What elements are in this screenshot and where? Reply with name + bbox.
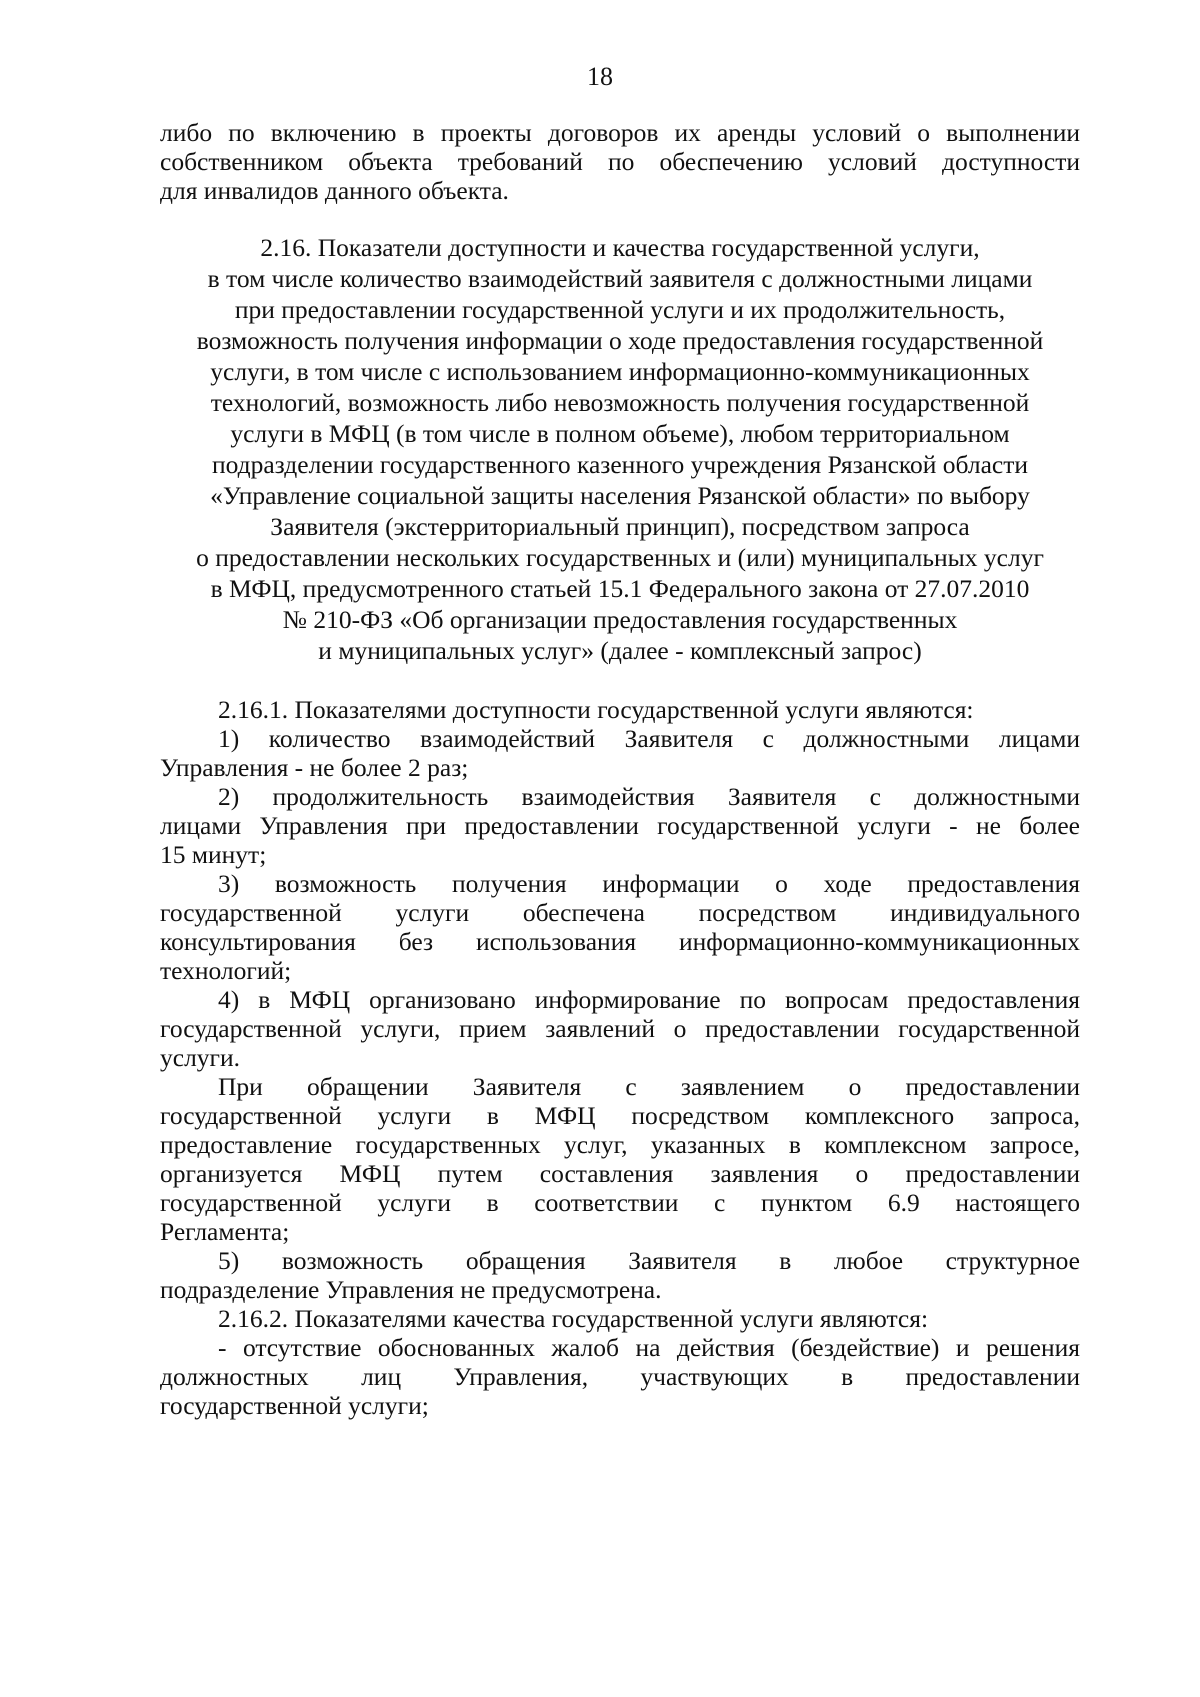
section-heading-line: № 210-ФЗ «Об организации предоставления государственных (282, 605, 958, 634)
text-line: предоставление государственных услуг, указанных в комплексном запросе, (160, 1130, 1080, 1159)
text-line: для инвалидов данного объекта. (160, 176, 509, 205)
text-line: 3) возможность получения информации о ходе предоставления (218, 869, 1080, 898)
subsection-heading: 2.16.2. Показателями качества государственной услуги являются: (218, 1304, 929, 1333)
text-line: 5) возможность обращения Заявителя в любое структурное (218, 1246, 1080, 1275)
text-line: технологий; (160, 956, 292, 985)
text-line: государственной услуги обеспечена посредством индивидуального (160, 898, 1080, 927)
text-line: организуется МФЦ путем составления заявления о предоставлении (160, 1159, 1080, 1188)
section-heading-line: услуги в МФЦ (в том числе в полном объеме), любом территориальном (230, 419, 1010, 448)
text-line: подразделение Управления не предусмотрена. (160, 1275, 662, 1304)
text-line: Управления - не более 2 раз; (160, 753, 469, 782)
text-line: государственной услуги, прием заявлений о предоставлении государственной (160, 1014, 1080, 1043)
section-heading-line: услуги, в том числе с использованием информационно-коммуникационных (210, 357, 1030, 386)
section-heading-line: в том числе количество взаимодействий заявителя с должностными лицами (207, 264, 1033, 293)
section-heading-line: о предоставлении нескольких государственных и (или) муниципальных услуг (196, 543, 1044, 572)
text-line: 15 минут; (160, 840, 267, 869)
text-line: должностных лиц Управления, участвующих в предоставлении (160, 1362, 1080, 1391)
text-line: консультирования без использования информационно-коммуникационных (160, 927, 1080, 956)
subsection-heading: 2.16.1. Показателями доступности государственной услуги являются: (218, 695, 974, 724)
text-line: государственной услуги; (160, 1391, 429, 1420)
section-heading-line: «Управление социальной защиты населения Рязанской области» по выбору (210, 481, 1030, 510)
text-line: государственной услуги в МФЦ посредством комплексного запроса, (160, 1101, 1080, 1130)
text-line: собственником объекта требований по обеспечению условий доступности (160, 147, 1080, 176)
text-line: государственной услуги в соответствии с пунктом 6.9 настоящего (160, 1188, 1080, 1217)
text-line: 2) продолжительность взаимодействия Заявителя с должностными (218, 782, 1080, 811)
section-heading-line: технологий, возможность либо невозможность получения государственной (210, 388, 1030, 417)
text-line: 1) количество взаимодействий Заявителя с должностными лицами (218, 724, 1080, 753)
section-heading-line: при предоставлении государственной услуги и их продолжительность, (234, 295, 1006, 324)
text-line: услуги. (160, 1043, 241, 1072)
section-heading-line: 2.16. Показатели доступности и качества государственной услуги, (260, 233, 980, 262)
text-line: - отсутствие обоснованных жалоб на действия (бездействие) и решения (218, 1333, 1080, 1362)
section-heading-line: в МФЦ, предусмотренного статьей 15.1 Федерального закона от 27.07.2010 (210, 574, 1030, 603)
section-heading-line: Заявителя (экстерриториальный принцип), посредством запроса (270, 512, 970, 541)
text-line: Регламента; (160, 1217, 290, 1246)
text-line: 4) в МФЦ организовано информирование по вопросам предоставления (218, 985, 1080, 1014)
section-heading-line: возможность получения информации о ходе предоставления государственной (196, 326, 1044, 355)
text-line: лицами Управления при предоставлении государственной услуги - не более (160, 811, 1080, 840)
text-line: либо по включению в проекты договоров их аренды условий о выполнении (160, 118, 1080, 147)
page-number: 18 (587, 62, 613, 91)
section-heading-line: и муниципальных услуг» (далее - комплексный запрос) (318, 636, 922, 665)
text-line: При обращении Заявителя с заявлением о предоставлении (218, 1072, 1080, 1101)
section-heading-line: подразделении государственного казенного учреждения Рязанской области (211, 450, 1029, 479)
